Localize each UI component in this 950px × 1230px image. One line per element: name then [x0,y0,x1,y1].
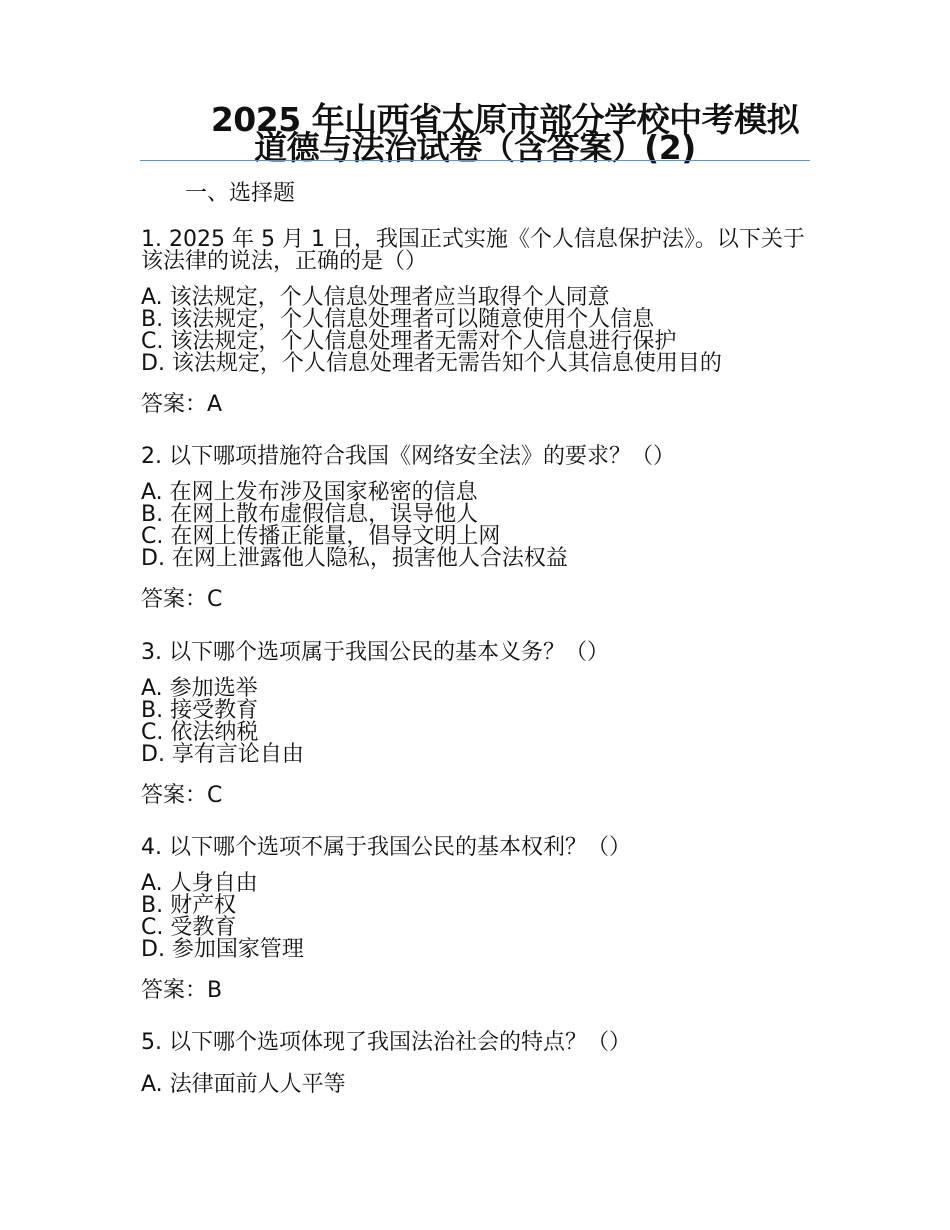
question-stem: 5. 以下哪个选项体现了我国法治社会的特点？（） [141,1030,631,1055]
option-d: D. 享有言论自由 [141,742,304,767]
option-a: A. 在网上发布涉及国家秘密的信息 [141,480,478,505]
option-b: B. 财产权 [141,893,237,918]
option-b: B. 接受教育 [141,698,259,723]
answer: 答案：A [141,392,223,417]
question-stem: 4. 以下哪个选项不属于我国公民的基本权利？（） [141,835,631,860]
question-5 [141,1032,811,1096]
question-4 [141,837,811,1005]
option-a: A. 参加选举 [141,676,258,701]
option-b: B. 在网上散布虚假信息，误导他人 [141,502,479,527]
question-3 [141,642,811,810]
option-list [141,873,811,961]
answer: 答案：B [141,978,223,1003]
option-list [141,482,811,570]
option-c: C. 受教育 [141,915,237,940]
question-stem: 3. 以下哪个选项属于我国公民的基本义务？（） [141,640,609,665]
question-stem: 2. 以下哪项措施符合我国《网络安全法》的要求？（） [141,444,675,469]
option-c: C. 依法纳税 [141,720,259,745]
option-b: B. 该法规定，个人信息处理者可以随意使用个人信息 [141,307,655,332]
title-line-2: 道德与法治试卷（含答案）(2) [254,128,696,167]
option-list [141,287,811,375]
question-1 [141,229,811,419]
answer: 答案：C [141,587,223,612]
option-list [141,678,811,766]
title-underline [140,160,810,161]
option-a: A. 该法规定，个人信息处理者应当取得个人同意 [141,285,610,310]
section-heading: 一、选择题 [185,181,296,206]
document-title [140,100,810,167]
title-line-1: 2025 年山西省太原市部分学校中考模拟 [210,100,800,139]
option-d: D. 参加国家管理 [141,937,304,962]
option-list [141,1074,811,1096]
option-c: C. 在网上传播正能量，倡导文明上网 [141,524,501,549]
answer: 答案：C [141,783,223,808]
question-stem: 1. 2025 年 5 月 1 日，我国正式实施《个人信息保护法》。以下关于该法律的说法，正确的是（） [141,227,805,274]
option-a: A. 法律面前人人平等 [141,1072,346,1097]
option-c: C. 该法规定，个人信息处理者无需对个人信息进行保护 [141,329,677,354]
option-a: A. 人身自由 [141,871,258,896]
option-d: D. 在网上泄露他人隐私，损害他人合法权益 [141,546,568,571]
question-2 [141,446,811,614]
option-d: D. 该法规定，个人信息处理者无需告知个人其信息使用目的 [141,351,722,376]
